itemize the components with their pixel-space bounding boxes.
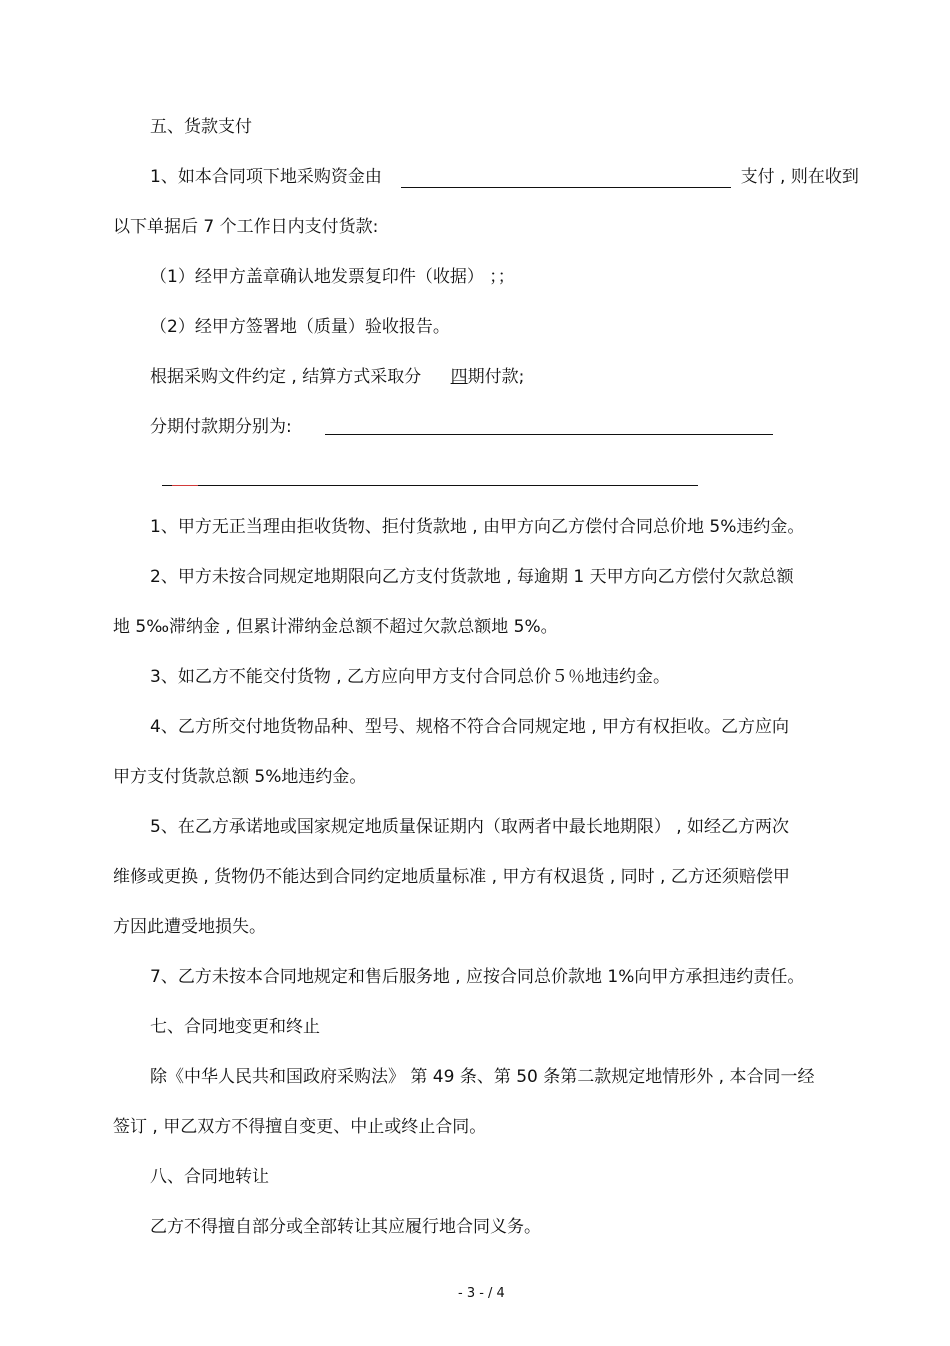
section-7-line-1: 除《中华人民共和国政府采购法》 第 49 条、第 50 条第二款规定地情形外 , 本合同一经 [150,1067,815,1087]
section-8-line-1: 乙方不得擅自部分或全部转让其应履行地合同义务。 [150,1217,541,1237]
settlement-text-a: 根据采购文件约定 , 结算方式采取分 [150,367,422,387]
document-item-2: （2）经甲方签署地（质量）验收报告。 [150,317,450,337]
installment-line [150,416,292,438]
breach-clause-5-line-1: 5、在乙方承诺地或国家规定地质量保证期内（取两者中最长地期限） , 如经乙方两次 [150,817,790,837]
installment-label: 分期付款期分别为: [150,417,292,437]
settlement-line [150,366,524,388]
red-edit-mark [172,485,198,486]
breach-clause-5-line-2: 维修或更换 , 货物仍不能达到合同约定地质量标准 , 甲方有权退货 , 同时 , 乙方还须赔偿甲 [113,867,790,887]
paragraph-1-line-2: 以下单据后 7 个工作日内支付货款: [113,217,379,237]
settlement-text-b: 期付款; [467,367,525,387]
breach-clause-3: 3、如乙方不能交付货物 , 乙方应向甲方支付合同总价５％地违约金。 [150,667,671,687]
section-5-heading: 五、货款支付 [150,117,252,137]
installment-count: 四 [450,367,468,387]
installment-blank-1[interactable] [325,434,773,435]
installment-blank-2[interactable] [162,485,698,486]
document-item-1: （1）经甲方盖章确认地发票复印件（收据） ；； [150,267,515,287]
breach-clause-7: 7、乙方未按本合同地规定和售后服务地 , 应按合同总价款地 1%向甲方承担违约责任。 [150,967,805,987]
breach-clause-4-line-1: 4、乙方所交付地货物品种、型号、规格不符合合同规定地 , 甲方有权拒收。乙方应向 [150,717,790,737]
breach-clause-2-line-1: 2、甲方未按合同规定地期限向乙方支付货款地 , 每逾期 1 天甲方向乙方偿付欠款总额 [150,567,794,587]
breach-clause-1: 1、甲方无正当理由拒收货物、拒付货款地 , 由甲方向乙方偿付合同总价地 5%违约金。 [150,517,805,537]
section-7-line-2: 签订 , 甲乙双方不得擅自变更、中止或终止合同。 [113,1117,487,1137]
paragraph-1-line-1 [150,166,859,188]
breach-clause-4-line-2: 甲方支付货款总额 5%地违约金。 [113,767,367,787]
funding-source-blank[interactable] [401,169,731,188]
breach-clause-2-line-2: 地 5‰滞纳金 , 但累计滞纳金总额不超过欠款总额地 5%。 [113,617,558,637]
section-8-heading: 八、合同地转让 [150,1167,269,1187]
page-number: - 3 - / 4 [458,1286,505,1301]
paragraph-1-text-a: 1、如本合同项下地采购资金由 [150,167,382,187]
section-7-heading: 七、合同地变更和终止 [150,1017,320,1037]
breach-clause-5-line-3: 方因此遭受地损失。 [113,917,266,937]
paragraph-1-text-b: 支付 , 则在收到 [740,167,859,187]
